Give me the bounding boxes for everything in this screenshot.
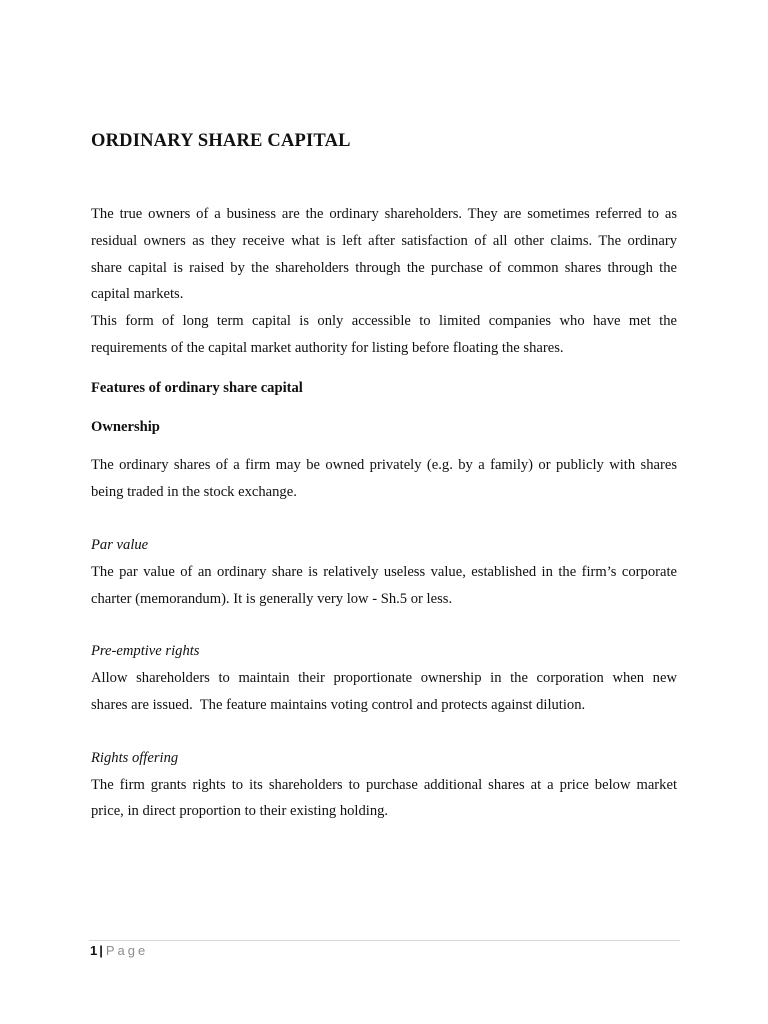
page-footer bbox=[90, 942, 148, 960]
par-value-paragraph bbox=[91, 559, 677, 613]
ownership-heading: Ownership bbox=[91, 418, 160, 435]
text-line: share capital is raised by the shareholders through the purchase of common shares through the bbox=[91, 259, 677, 276]
page-number: 1 bbox=[90, 943, 98, 958]
rights-offering-paragraph bbox=[91, 772, 677, 826]
text-line: capital markets. bbox=[91, 286, 184, 303]
intro-paragraph-1 bbox=[91, 201, 677, 308]
pre-emptive-rights-paragraph bbox=[91, 665, 677, 719]
par-value-heading: Par value bbox=[91, 536, 149, 553]
text-line: requirements of the capital market authority for listing before floating the shares. bbox=[91, 339, 564, 356]
text-line: charter (memorandum). It is generally very low - Sh.5 or less. bbox=[91, 590, 453, 607]
text-line: price, in direct proportion to their existing holding. bbox=[91, 803, 389, 820]
text-line: being traded in the stock exchange. bbox=[91, 484, 297, 501]
footer-divider bbox=[89, 940, 680, 941]
text-line: The par value of an ordinary share is relatively useless value, established in the firm’s corporate bbox=[91, 563, 677, 580]
ownership-paragraph bbox=[91, 452, 677, 506]
intro-paragraph-2 bbox=[91, 308, 677, 362]
page-title: ORDINARY SHARE CAPITAL bbox=[91, 131, 351, 151]
text-line: The ordinary shares of a firm may be owned privately (e.g. by a family) or publicly with shares bbox=[91, 457, 677, 474]
text-line: The firm grants rights to its shareholders to purchase additional shares at a price below market bbox=[91, 776, 677, 793]
text-line: This form of long term capital is only accessible to limited companies who have met the bbox=[91, 313, 677, 330]
features-heading: Features of ordinary share capital bbox=[91, 379, 303, 396]
page-label: Page bbox=[105, 943, 149, 958]
document-body bbox=[91, 128, 677, 825]
pre-emptive-rights-heading: Pre-emptive rights bbox=[91, 643, 200, 660]
text-line: Allow shareholders to maintain their proportionate ownership in the corporation when new bbox=[91, 670, 677, 687]
rights-offering-heading: Rights offering bbox=[91, 749, 179, 766]
text-line: shares are issued. The feature maintains voting control and protects against dilution. bbox=[91, 696, 586, 713]
footer-separator: | bbox=[99, 943, 103, 958]
text-line: The true owners of a business are the ordinary shareholders. They are sometimes referred to as bbox=[91, 206, 677, 222]
text-line: residual owners as they receive what is left after satisfaction of all other claims. The ordinary bbox=[91, 232, 677, 249]
